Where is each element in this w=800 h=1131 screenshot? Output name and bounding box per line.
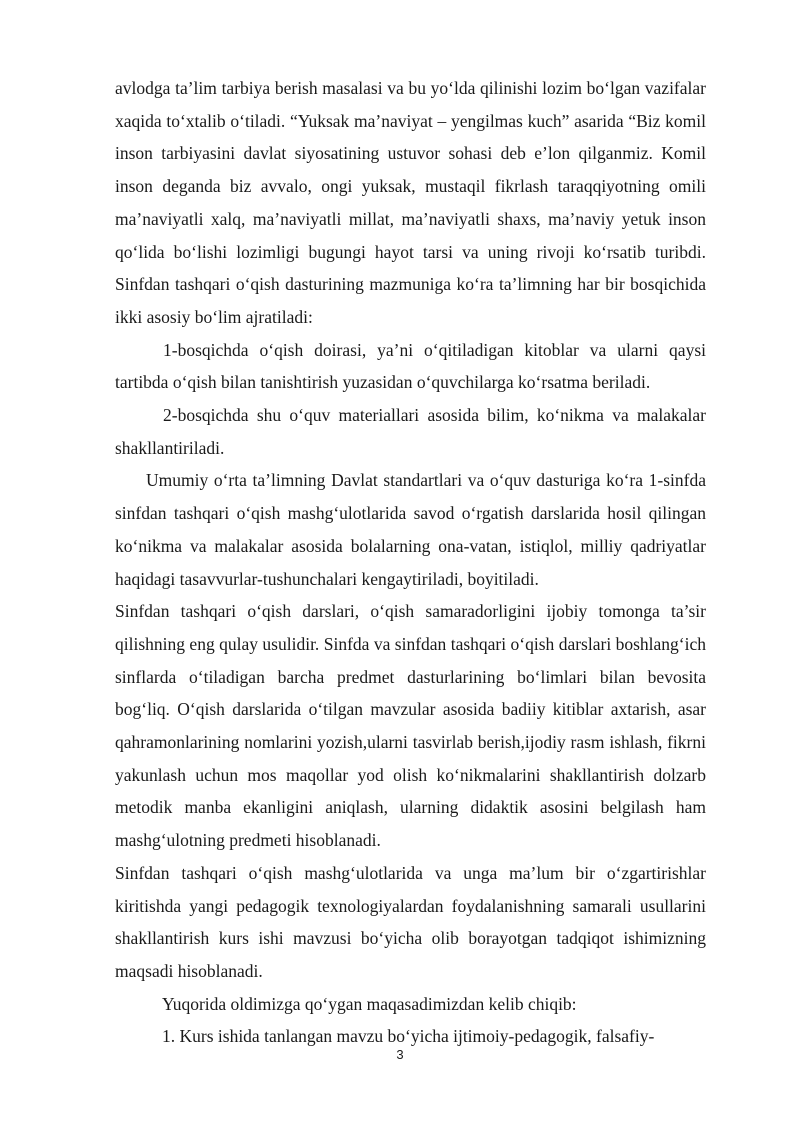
page-number: 3 xyxy=(396,1047,404,1062)
paragraph-stage-2: 2-bosqichda shu o‘quv materiallari asosida bilim, ko‘nikma va malakalar shakllantiriladi. xyxy=(115,405,706,458)
body-text xyxy=(115,72,706,1053)
paragraph-research-goal: Sinfdan tashqari o‘qish mashg‘ulotlarida va unga ma’lum bir o‘zgartirishlar kiritishda yangi pedagogik texnologiyalardan foydalanishning samarali usullarini shakllantirish kurs ishi mavzusi bo‘yicha olib borayotgan tadqiqot ishimizning maqsadi hisoblanadi. xyxy=(115,862,706,981)
paragraph-extracurricular-reading: Sinfdan tashqari o‘qish darslari, o‘qish samaradorligini ijobiy tomonga ta’sir qilishning eng qulay usulidir. Sinfda va sinfdan tashqari o‘qish darslari boshlang‘ich sinflarda o‘tiladigan barcha predmet dasturlarining bo‘limlari bilan bevosita bog‘liq. O‘qish darslarida o‘tilgan mavzular asosida badiiy kitiblar axtarish, asar qahramonlarining nomlarini yozish,ularni tasvirlab berish,ijodiy rasm ishlash, fikrni yakunlash uchun mos maqollar yod olish ko‘nikmalarini shakllantirish dolzarb metodik manba ekanligini aniqlash, ularning didaktik asosini belgilash ham mashg‘ulotning predmeti hisoblanadi. xyxy=(115,601,706,851)
paragraph-intro: avlodga ta’lim tarbiya berish masalasi va bu yo‘lda qilinishi lozim bo‘lgan vazifalar xaqida to‘xtalib o‘tiladi. “Yuksak ma’naviyat – yengilmas kuch” asarida “Biz komil inson tarbiyasini davlat siyosatining ustuvor sohasi deb e’lon qilganmiz. Komil inson deganda biz avvalo, ongi yuksak, mustaqil fikrlash taraqqiyotning omili ma’naviyatli xalq, ma’naviyatli millat, ma’naviyatli shaxs, ma’naviy yetuk inson qo‘lida bo‘lishi lozimligi bugungi hayot tarsi va uning rivoji ko‘rsatib turibdi. Sinfdan tashqari o‘qish dasturining mazmuniga ko‘ra ta’limning har bir bosqichida ikki asosiy bo‘lim ajratiladi: xyxy=(115,78,706,327)
paragraph-goal-intro: Yuqorida oldimizga qo‘ygan maqasadimizdan kelib chiqib: xyxy=(162,993,577,1014)
paragraph-stage-1: 1-bosqichda o‘qish doirasi, ya’ni o‘qitiladigan kitoblar va ularni qaysi tartibda o‘qish bilan tanishtirish yuzasidan o‘quvchilarga ko‘rsatma beriladi. xyxy=(115,339,706,393)
paragraph-list-item-1: 1. Kurs ishida tanlangan mavzu bo‘yicha ijtimoiy-pedagogik, falsafiy- xyxy=(162,1026,655,1047)
paragraph-state-standards: Umumiy o‘rta ta’limning Davlat standartlari va o‘quv dasturiga ko‘ra 1-sinfda sinfdan tashqari o‘qish mashg‘ulotlarida savod o‘rgatish darslarida hosil qilingan ko‘nikma va malakalar asosida bolalarning ona-vatan, istiqlol, milliy qadriyatlar haqidagi tasavvurlar-tushunchalari kengaytiriladi, boyitiladi. xyxy=(115,470,706,589)
